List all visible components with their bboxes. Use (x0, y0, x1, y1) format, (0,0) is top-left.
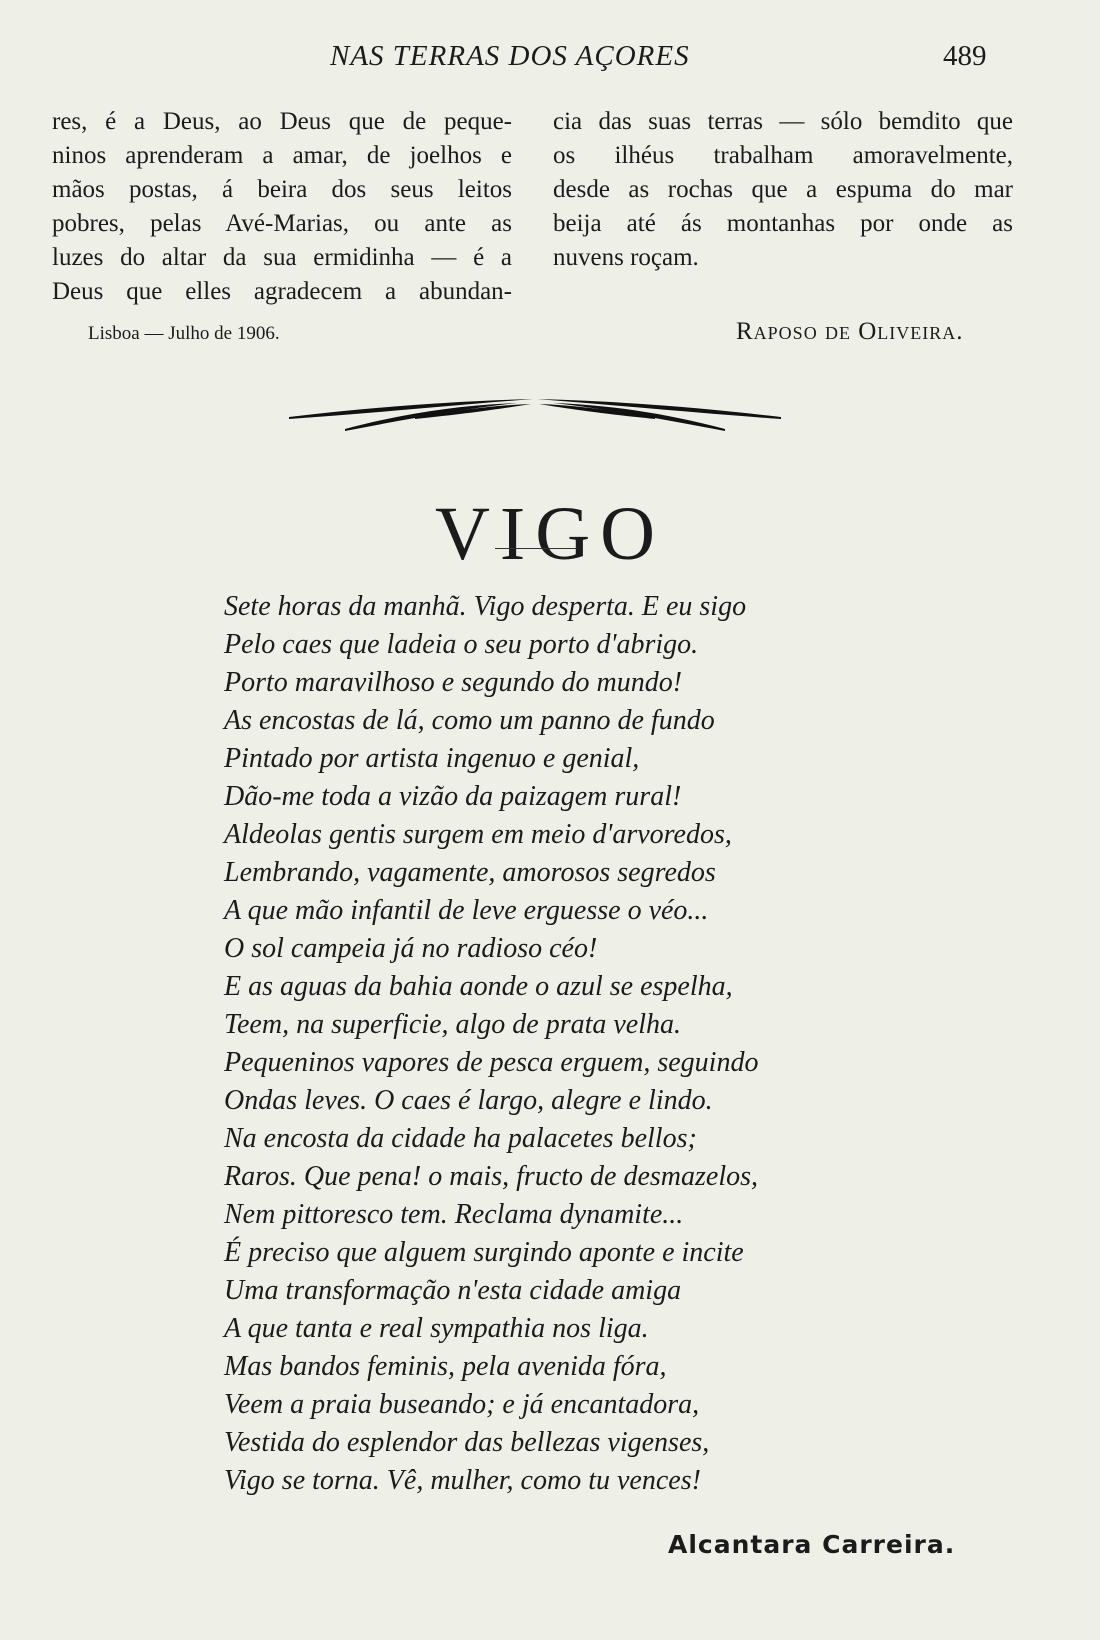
poem-line: Ondas leves. O caes é largo, alegre e lindo. (224, 1085, 713, 1116)
poem-line: A que mão infantil de leve erguesse o véo... (224, 895, 709, 926)
poem-line: Nem pittoresco tem. Reclama dynamite... (224, 1199, 684, 1230)
poem-line: Vigo se torna. Vê, mulher, como tu vences! (224, 1465, 701, 1496)
running-title: NAS TERRAS DOS AÇORES (330, 40, 690, 72)
poem-line: Sete horas da manhã. Vigo desperta. E eu sigo (224, 591, 747, 622)
poem-line: Teem, na superficie, algo de prata velha. (224, 1009, 682, 1040)
poem-line: Porto maravilhoso e segundo do mundo! (224, 667, 683, 698)
poem-line: Raros. Que pena! o mais, fructo de desmazelos, (224, 1161, 759, 1192)
poem-line: Aldeolas gentis surgem em meio d'arvoredos, (224, 819, 732, 850)
poem-line: O sol campeia já no radioso céo! (224, 933, 598, 964)
poem-body (224, 588, 904, 1500)
prose-column-left (52, 105, 512, 309)
poem-line: Lembrando, vagamente, amorosos segredos (224, 857, 716, 888)
poem-line: As encostas de lá, como um panno de fundo (224, 705, 715, 736)
dateline: Lisboa — Julho de 1906. (88, 323, 280, 344)
poem-line: Veem a praia buseando; e já encantadora, (224, 1389, 700, 1420)
prose-line: mãos postas, á beira dos seus leitos (52, 176, 512, 203)
poem-line: Pequeninos vapores de pesca erguem, seguindo (224, 1047, 759, 1078)
page-number: 489 (943, 40, 987, 72)
prose-line: Deus que elles agradecem a abundan- (52, 278, 512, 305)
prose-line: res, é a Deus, ao Deus que de peque- (52, 108, 512, 135)
poem-line: Na encosta da cidade ha palacetes bellos; (224, 1123, 697, 1154)
prose-line: cia das suas terras — sólo bemdito que (553, 108, 1013, 135)
poem-author-signature: Alcantara Carreira. (668, 1530, 956, 1559)
prose-line: desde as rochas que a espuma do mar (553, 176, 1013, 203)
prose-line: ninos aprenderam a amar, de joelhos e (52, 142, 512, 169)
poem-line: É preciso que alguem surgindo aponte e incite (224, 1237, 744, 1268)
ornament-divider (285, 395, 785, 431)
poem-line: A que tanta e real sympathia nos liga. (224, 1313, 649, 1344)
prose-column-right (553, 105, 1013, 275)
poem-line: Uma transformação n'esta cidade amiga (224, 1275, 682, 1306)
poem-line: Dão-me toda a vizão da paizagem rural! (224, 781, 682, 812)
prose-line: pobres, pelas Avé-Marias, ou ante as (52, 210, 512, 237)
poem-line: Mas bandos feminis, pela avenida fóra, (224, 1351, 667, 1382)
prose-line: os ilhéus trabalham amoravelmente, (553, 142, 1013, 169)
title-rule (495, 548, 577, 549)
poem-line: E as aguas da bahia aonde o azul se espelha, (224, 971, 733, 1002)
poem-line: Pintado por artista ingenuo e genial, (224, 743, 640, 774)
poem-line: Pelo caes que ladeia o seu porto d'abrigo. (224, 629, 699, 660)
poem-line: Vestida do esplendor das bellezas vigenses, (224, 1427, 710, 1458)
prose-line: nuvens roçam. (553, 244, 699, 271)
prose-line: beija até ás montanhas por onde as (553, 210, 1013, 237)
prose-author-signature: Raposo de Oliveira. (736, 318, 964, 345)
prose-line: luzes do altar da sua ermidinha — é a (52, 244, 512, 271)
poem-title: VIGO (435, 491, 665, 576)
